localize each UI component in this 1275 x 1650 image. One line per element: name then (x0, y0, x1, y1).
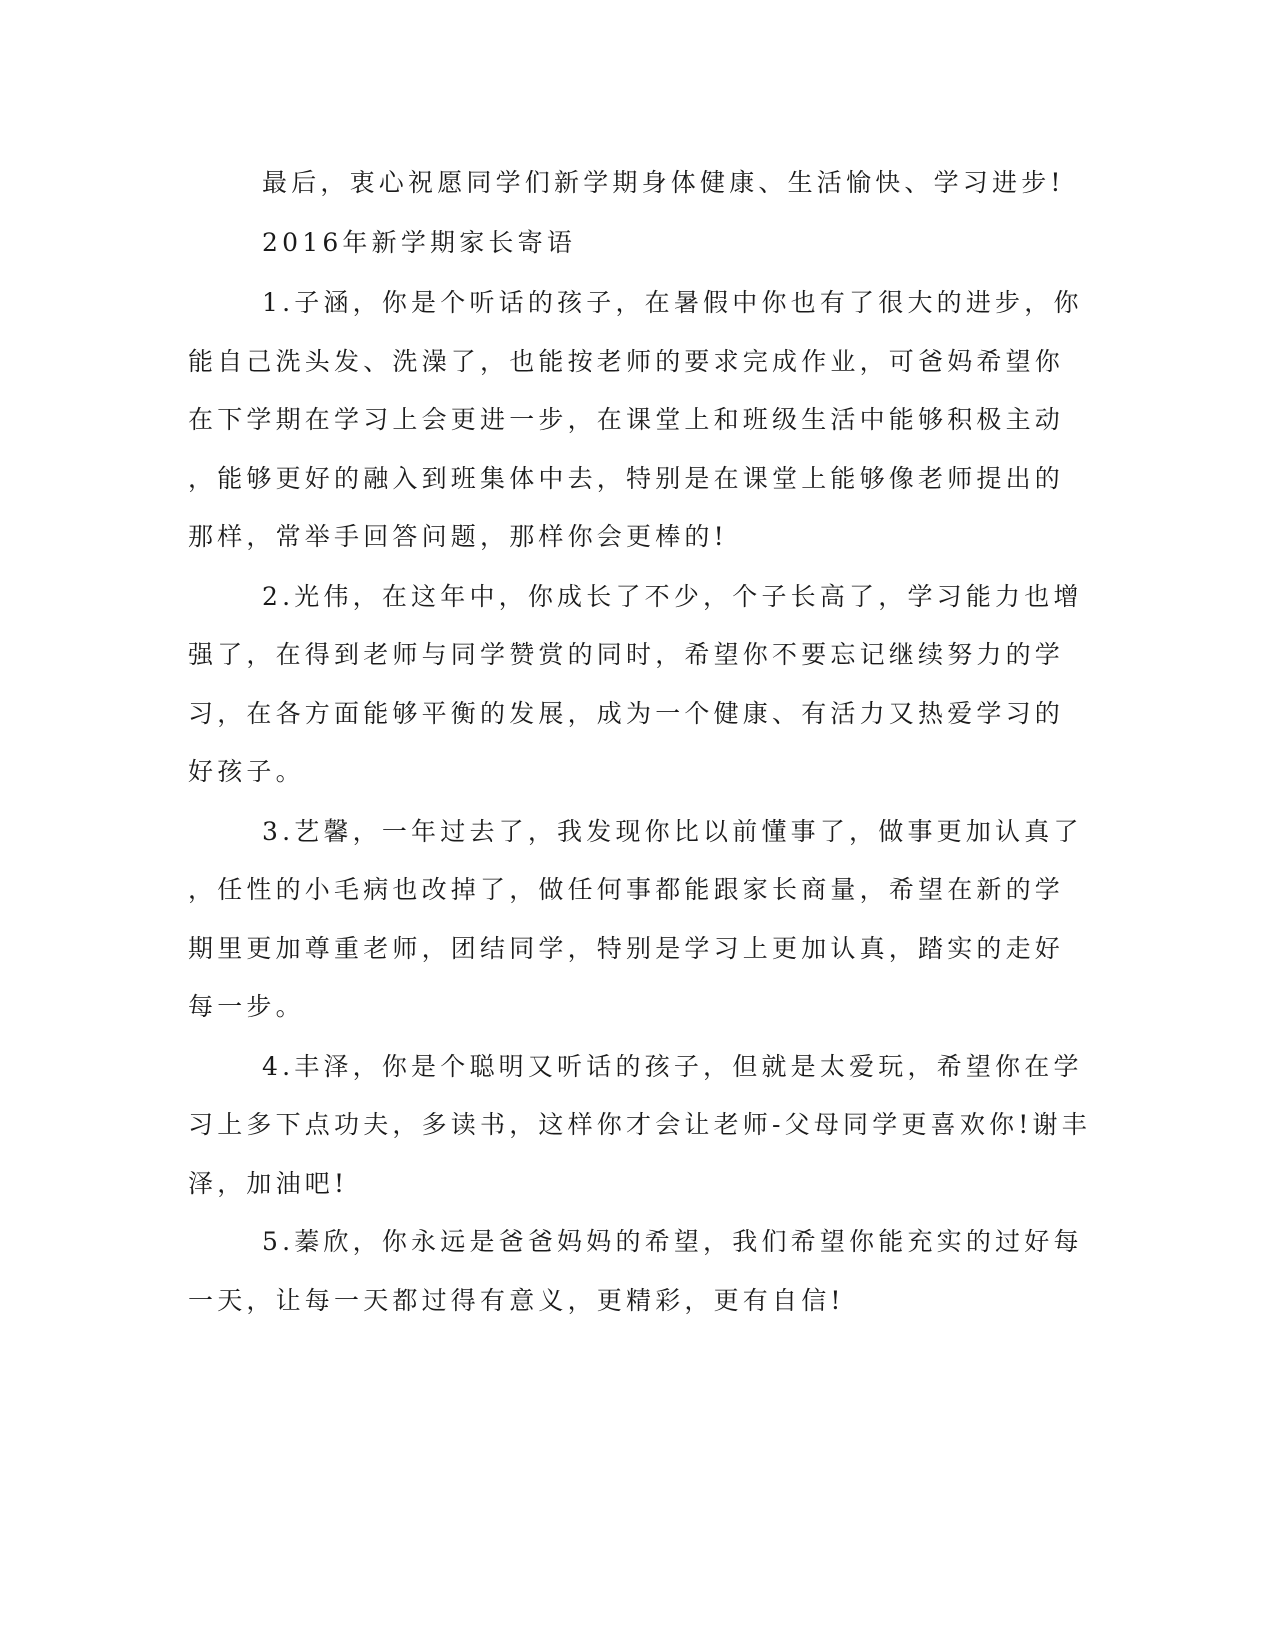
paragraph-4-line-3: 泽，加油吧! (188, 1169, 349, 1198)
paragraph-3-line-4: 每一步。 (188, 992, 305, 1021)
paragraph-2-line-4: 好孩子。 (188, 757, 305, 786)
paragraph-5-line-1: 5.蓁欣，你永远是爸爸妈妈的希望，我们希望你能充实的过好每 (262, 1227, 1083, 1256)
paragraph-4-line-1: 4.丰泽，你是个聪明又听话的孩子，但就是太爱玩，希望你在学 (262, 1052, 1083, 1081)
paragraph-3-line-2: ，任性的小毛病也改掉了，做任何事都能跟家长商量，希望在新的学 (188, 875, 1065, 904)
paragraph-2-line-1: 2.光伟，在这年中，你成长了不少，个子长高了，学习能力也增 (262, 582, 1083, 611)
paragraph-4-line-2: 习上多下点功夫，多读书，这样你才会让老师-父母同学更喜欢你!谢丰 (188, 1110, 1091, 1139)
paragraph-1-line-4: ，能够更好的融入到班集体中去，特别是在课堂上能够像老师提出的 (188, 464, 1065, 493)
paragraph-1-line-1: 1.子涵，你是个听话的孩子，在暑假中你也有了很大的进步，你 (262, 288, 1083, 317)
paragraph-1-line-2: 能自己洗头发、洗澡了，也能按老师的要求完成作业，可爸妈希望你 (188, 347, 1065, 376)
paragraph-2-line-2: 强了，在得到老师与同学赞赏的同时，希望你不要忘记继续努力的学 (188, 640, 1065, 669)
section-title: 2016年新学期家长寄语 (262, 228, 577, 257)
paragraph-2-line-3: 习，在各方面能够平衡的发展，成为一个健康、有活力又热爱学习的 (188, 699, 1065, 728)
closing-wish-line: 最后，衷心祝愿同学们新学期身体健康、生活愉快、学习进步! (262, 168, 1065, 197)
paragraph-5-line-2: 一天，让每一天都过得有意义，更精彩，更有自信! (188, 1286, 845, 1315)
paragraph-3-line-3: 期里更加尊重老师，团结同学，特别是学习上更加认真，踏实的走好 (188, 934, 1065, 963)
paragraph-1-line-5: 那样，常举手回答问题，那样你会更棒的! (188, 522, 728, 551)
paragraph-3-line-1: 3.艺馨，一年过去了，我发现你比以前懂事了，做事更加认真了 (262, 817, 1083, 846)
paragraph-1-line-3: 在下学期在学习上会更进一步，在课堂上和班级生活中能够积极主动 (188, 405, 1065, 434)
